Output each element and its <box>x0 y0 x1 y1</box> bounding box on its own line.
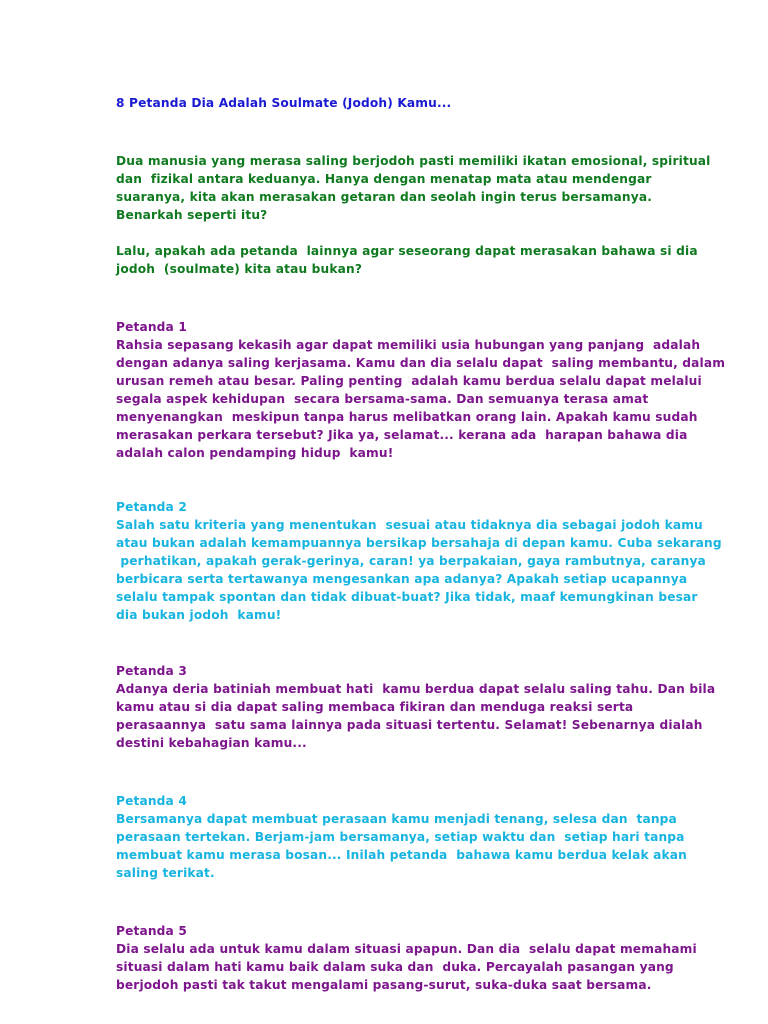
section-line: Dia selalu ada untuk kamu dalam situasi apapun. Dan dia selalu dapat memahami <box>116 942 697 956</box>
section-heading: Petanda 5 <box>116 924 187 938</box>
section-line: adalah calon pendamping hidup kamu! <box>116 446 394 460</box>
section-line: dengan adanya saling kerjasama. Kamu dan dia selalu dapat saling membantu, dalam <box>116 356 726 370</box>
section-line: saling terikat. <box>116 866 215 880</box>
section-line: berbicara serta tertawanya mengesankan apa adanya? Apakah setiap ucapannya <box>116 572 688 586</box>
section-line: dia bukan jodoh kamu! <box>116 608 282 622</box>
section-line: urusan remeh atau besar. Paling penting adalah kamu berdua selalu dapat melalui <box>116 374 702 388</box>
section-heading: Petanda 3 <box>116 664 187 678</box>
document-title: 8 Petanda Dia Adalah Soulmate (Jodoh) Kamu... <box>116 96 452 110</box>
intro-line: Lalu, apakah ada petanda lainnya agar seseorang dapat merasakan bahawa si dia <box>116 244 698 258</box>
section-line: perasaannya satu sama lainnya pada situasi tertentu. Selamat! Sebenarnya dialah <box>116 718 703 732</box>
section-line: perasaan tertekan. Berjam-jam bersamanya, setiap waktu dan setiap hari tanpa <box>116 830 685 844</box>
intro-line: dan fizikal antara keduanya. Hanya dengan menatap mata atau mendengar <box>116 172 652 186</box>
section-heading: Petanda 1 <box>116 320 187 334</box>
section-line: membuat kamu merasa bosan... Inilah petanda bahawa kamu berdua kelak akan <box>116 848 687 862</box>
section-line: selalu tampak spontan dan tidak dibuat-buat? Jika tidak, maaf kemungkinan besar <box>116 590 698 604</box>
section-heading: Petanda 4 <box>116 794 187 808</box>
section-line: berjodoh pasti tak takut mengalami pasang-surut, suka-duka saat bersama. <box>116 978 652 992</box>
section-heading: Petanda 2 <box>116 500 187 514</box>
section-line: atau bukan adalah kemampuannya bersikap bersahaja di depan kamu. Cuba sekarang <box>116 536 722 550</box>
section-line: Adanya deria batiniah membuat hati kamu berdua dapat selalu saling tahu. Dan bila <box>116 682 716 696</box>
intro-line: jodoh (soulmate) kita atau bukan? <box>116 262 363 276</box>
intro-line: suaranya, kita akan merasakan getaran dan seolah ingin terus bersamanya. <box>116 190 652 204</box>
intro-line: Benarkah seperti itu? <box>116 208 268 222</box>
intro-line: Dua manusia yang merasa saling berjodoh pasti memiliki ikatan emosional, spiritual <box>116 154 711 168</box>
section-line: situasi dalam hati kamu baik dalam suka dan duka. Percayalah pasangan yang <box>116 960 674 974</box>
section-line: destini kebahagian kamu... <box>116 736 307 750</box>
section-line: Rahsia sepasang kekasih agar dapat memiliki usia hubungan yang panjang adalah <box>116 338 701 352</box>
section-line: Salah satu kriteria yang menentukan sesuai atau tidaknya dia sebagai jodoh kamu <box>116 518 703 532</box>
section-line: segala aspek kehidupan secara bersama-sama. Dan semuanya terasa amat <box>116 392 649 406</box>
section-line: menyenangkan meskipun tanpa harus melibatkan orang lain. Apakah kamu sudah <box>116 410 698 424</box>
section-line: perhatikan, apakah gerak-gerinya, caran! ya berpakaian, gaya rambutnya, caranya <box>116 554 706 568</box>
section-line: merasakan perkara tersebut? Jika ya, selamat... kerana ada harapan bahawa dia <box>116 428 688 442</box>
section-line: Bersamanya dapat membuat perasaan kamu menjadi tenang, selesa dan tanpa <box>116 812 677 826</box>
section-line: kamu atau si dia dapat saling membaca fikiran dan menduga reaksi serta <box>116 700 634 714</box>
